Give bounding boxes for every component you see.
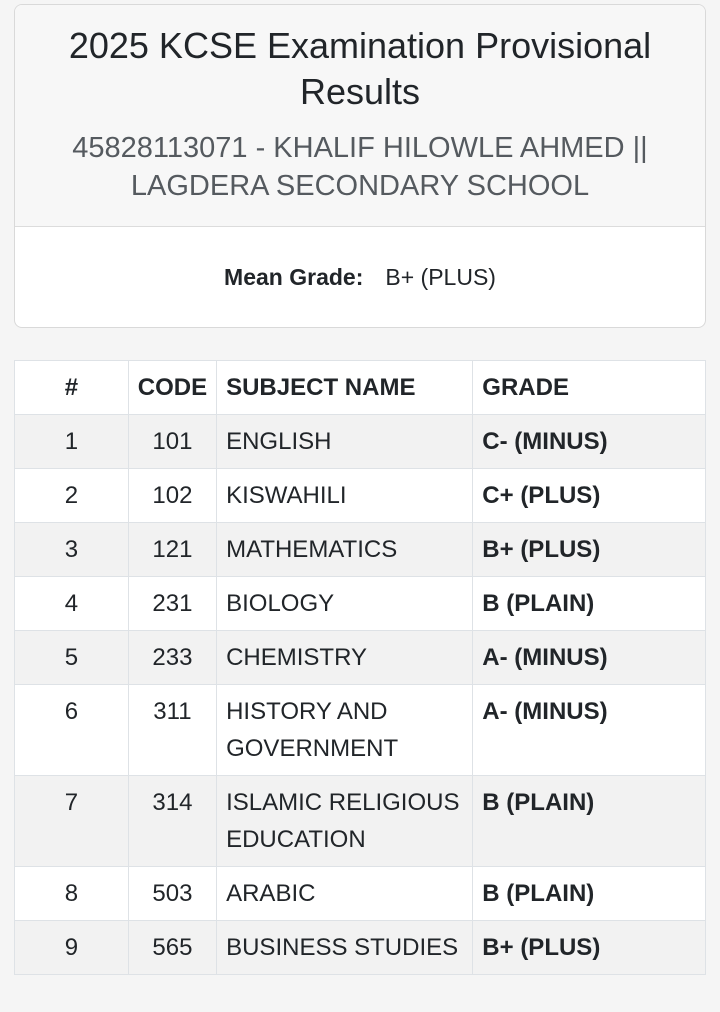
page-title: 2025 KCSE Examination Provisional Results	[68, 25, 652, 112]
candidate-info: 45828113071 - KHALIF HILOWLE AHMED || LAGDERA SECONDARY SCHOOL	[72, 132, 648, 202]
table-row	[15, 867, 706, 921]
subject-grade: C- (MINUS)	[473, 415, 706, 469]
row-number: 4	[15, 577, 129, 631]
results-card	[14, 4, 706, 328]
card-header	[15, 5, 705, 227]
subject-name: HISTORY AND GOVERNMENT	[217, 685, 473, 776]
subject-name: ENGLISH	[217, 415, 473, 469]
subject-grade: B (PLAIN)	[473, 867, 706, 921]
header-grade: GRADE	[473, 361, 706, 415]
mean-grade-row	[15, 227, 705, 327]
subject-name: ARABIC	[217, 867, 473, 921]
subject-grade: C+ (PLUS)	[473, 469, 706, 523]
subject-grade: B+ (PLUS)	[473, 921, 706, 975]
row-number: 2	[15, 469, 129, 523]
subject-grade: B (PLAIN)	[473, 577, 706, 631]
table-row	[15, 415, 706, 469]
header-number: #	[15, 361, 129, 415]
subject-name: MATHEMATICS	[217, 523, 473, 577]
row-number: 6	[15, 685, 129, 776]
row-number: 9	[15, 921, 129, 975]
subject-code: 121	[128, 523, 216, 577]
subject-name: CHEMISTRY	[217, 631, 473, 685]
row-number: 1	[15, 415, 129, 469]
subject-name: BIOLOGY	[217, 577, 473, 631]
header-subject-name: SUBJECT NAME	[217, 361, 473, 415]
table-row	[15, 921, 706, 975]
subject-name: KISWAHILI	[217, 469, 473, 523]
subject-code: 311	[128, 685, 216, 776]
table-row	[15, 523, 706, 577]
subject-grade: B (PLAIN)	[473, 776, 706, 867]
subject-code: 102	[128, 469, 216, 523]
table-row	[15, 577, 706, 631]
row-number: 5	[15, 631, 129, 685]
subject-code: 503	[128, 867, 216, 921]
row-number: 3	[15, 523, 129, 577]
subject-code: 565	[128, 921, 216, 975]
subject-grade: A- (MINUS)	[473, 685, 706, 776]
table-row	[15, 469, 706, 523]
subject-code: 231	[128, 577, 216, 631]
row-number: 7	[15, 776, 129, 867]
mean-grade-label: Mean Grade:	[224, 263, 364, 290]
table-row	[15, 685, 706, 776]
subject-grade: B+ (PLUS)	[473, 523, 706, 577]
subject-code: 314	[128, 776, 216, 867]
table-row	[15, 776, 706, 867]
mean-grade-value: B+ (PLUS)	[385, 263, 496, 290]
subject-name: BUSINESS STUDIES	[217, 921, 473, 975]
row-number: 8	[15, 867, 129, 921]
subject-grade: A- (MINUS)	[473, 631, 706, 685]
header-code: CODE	[128, 361, 216, 415]
subject-code: 101	[128, 415, 216, 469]
subject-name: ISLAMIC RELIGIOUS EDUCATION	[217, 776, 473, 867]
table-header-row	[15, 361, 706, 415]
results-table	[14, 360, 706, 975]
table-row	[15, 631, 706, 685]
subject-code: 233	[128, 631, 216, 685]
